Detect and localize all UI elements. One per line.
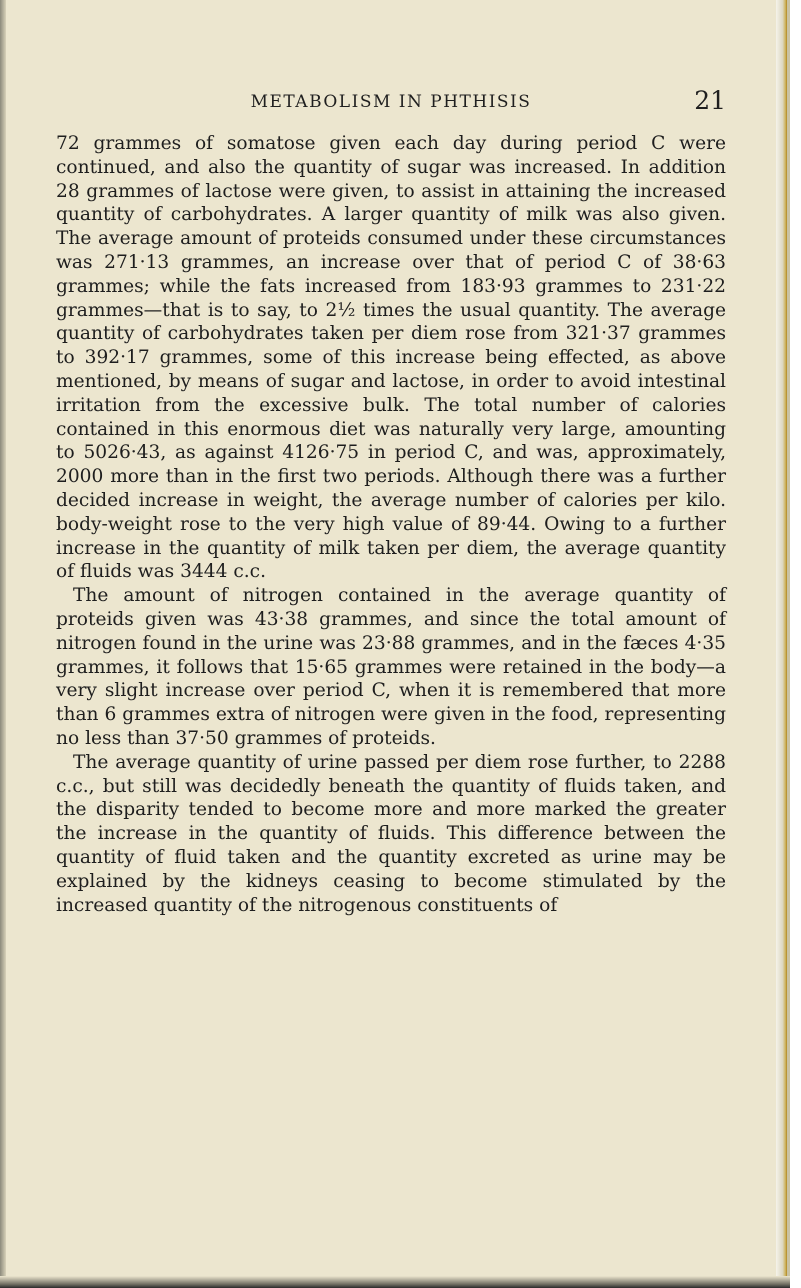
running-head (56, 86, 726, 116)
page-binding-edge (0, 0, 6, 1288)
page-bottom-edge (0, 1276, 790, 1288)
paragraph-nitrogen-balance: The amount of nitrogen contained in the average quantity of proteids given was 43·38 grammes, and since the total amount of nitrogen found in the urine was 23·88 grammes, and in the fæces 4·35 grammes, it follows that 15·65 grammes were retained in the body—a very slight increase over period C, when it is remembered that more than 6 grammes extra of nitrogen were given in the food, representing no less than 37·50 grammes of proteids. (56, 585, 726, 749)
running-head-title: METABOLISM IN PHTHISIS (250, 92, 532, 112)
paragraph-urine-quantity: The average quantity of urine passed per diem rose further, to 2288 c.c., but still was decidedly beneath the quantity of fluids taken, and the disparity tended to become more and more marked the greater the increase in the quantity of fluids. This difference between the quantity of fluid taken and the quantity excreted as urine may be explained by the kidneys ceasing to become stimulated by the increased quantity of the nitrogenous constituents of (56, 751, 726, 916)
page-number: 21 (694, 86, 726, 115)
page-right-edge (776, 0, 787, 1288)
paragraph-period-d-diet: 72 grammes of somatose given each day during period C were continued, and also the quantity of sugar was increased. In addition 28 grammes of lactose were given, to assist in attaining the increased quantity of carbohydrates. A larger quantity of milk was also given. The average amount of proteids consumed under these circumstances was 271·13 grammes, an increase over that of period C of 38·63 grammes; while the fats increased from 183·93 grammes to 231·22 grammes—that is to say, to 2½ times the usual quantity. The average quantity of carbohydrates taken per diem rose from 321·37 grammes to 392·17 grammes, some of this increase being effected, as above mentioned, by means of sugar and lactose, in order to avoid intestinal irritation from the excessive bulk. The total number of calories contained in this enormous diet was naturally very large, amounting to 5026·43, as against 4126·75 in period C, and was, approximately, 2000 more than in the first two periods. Although there was a further decided increase in weight, the average number of calories per kilo. body-weight rose to the very high value of 89·44. Owing to a further increase in the quantity of milk taken per diem, the average quantity of fluids was 3444 c.c. (56, 133, 726, 583)
body-text (56, 132, 726, 917)
